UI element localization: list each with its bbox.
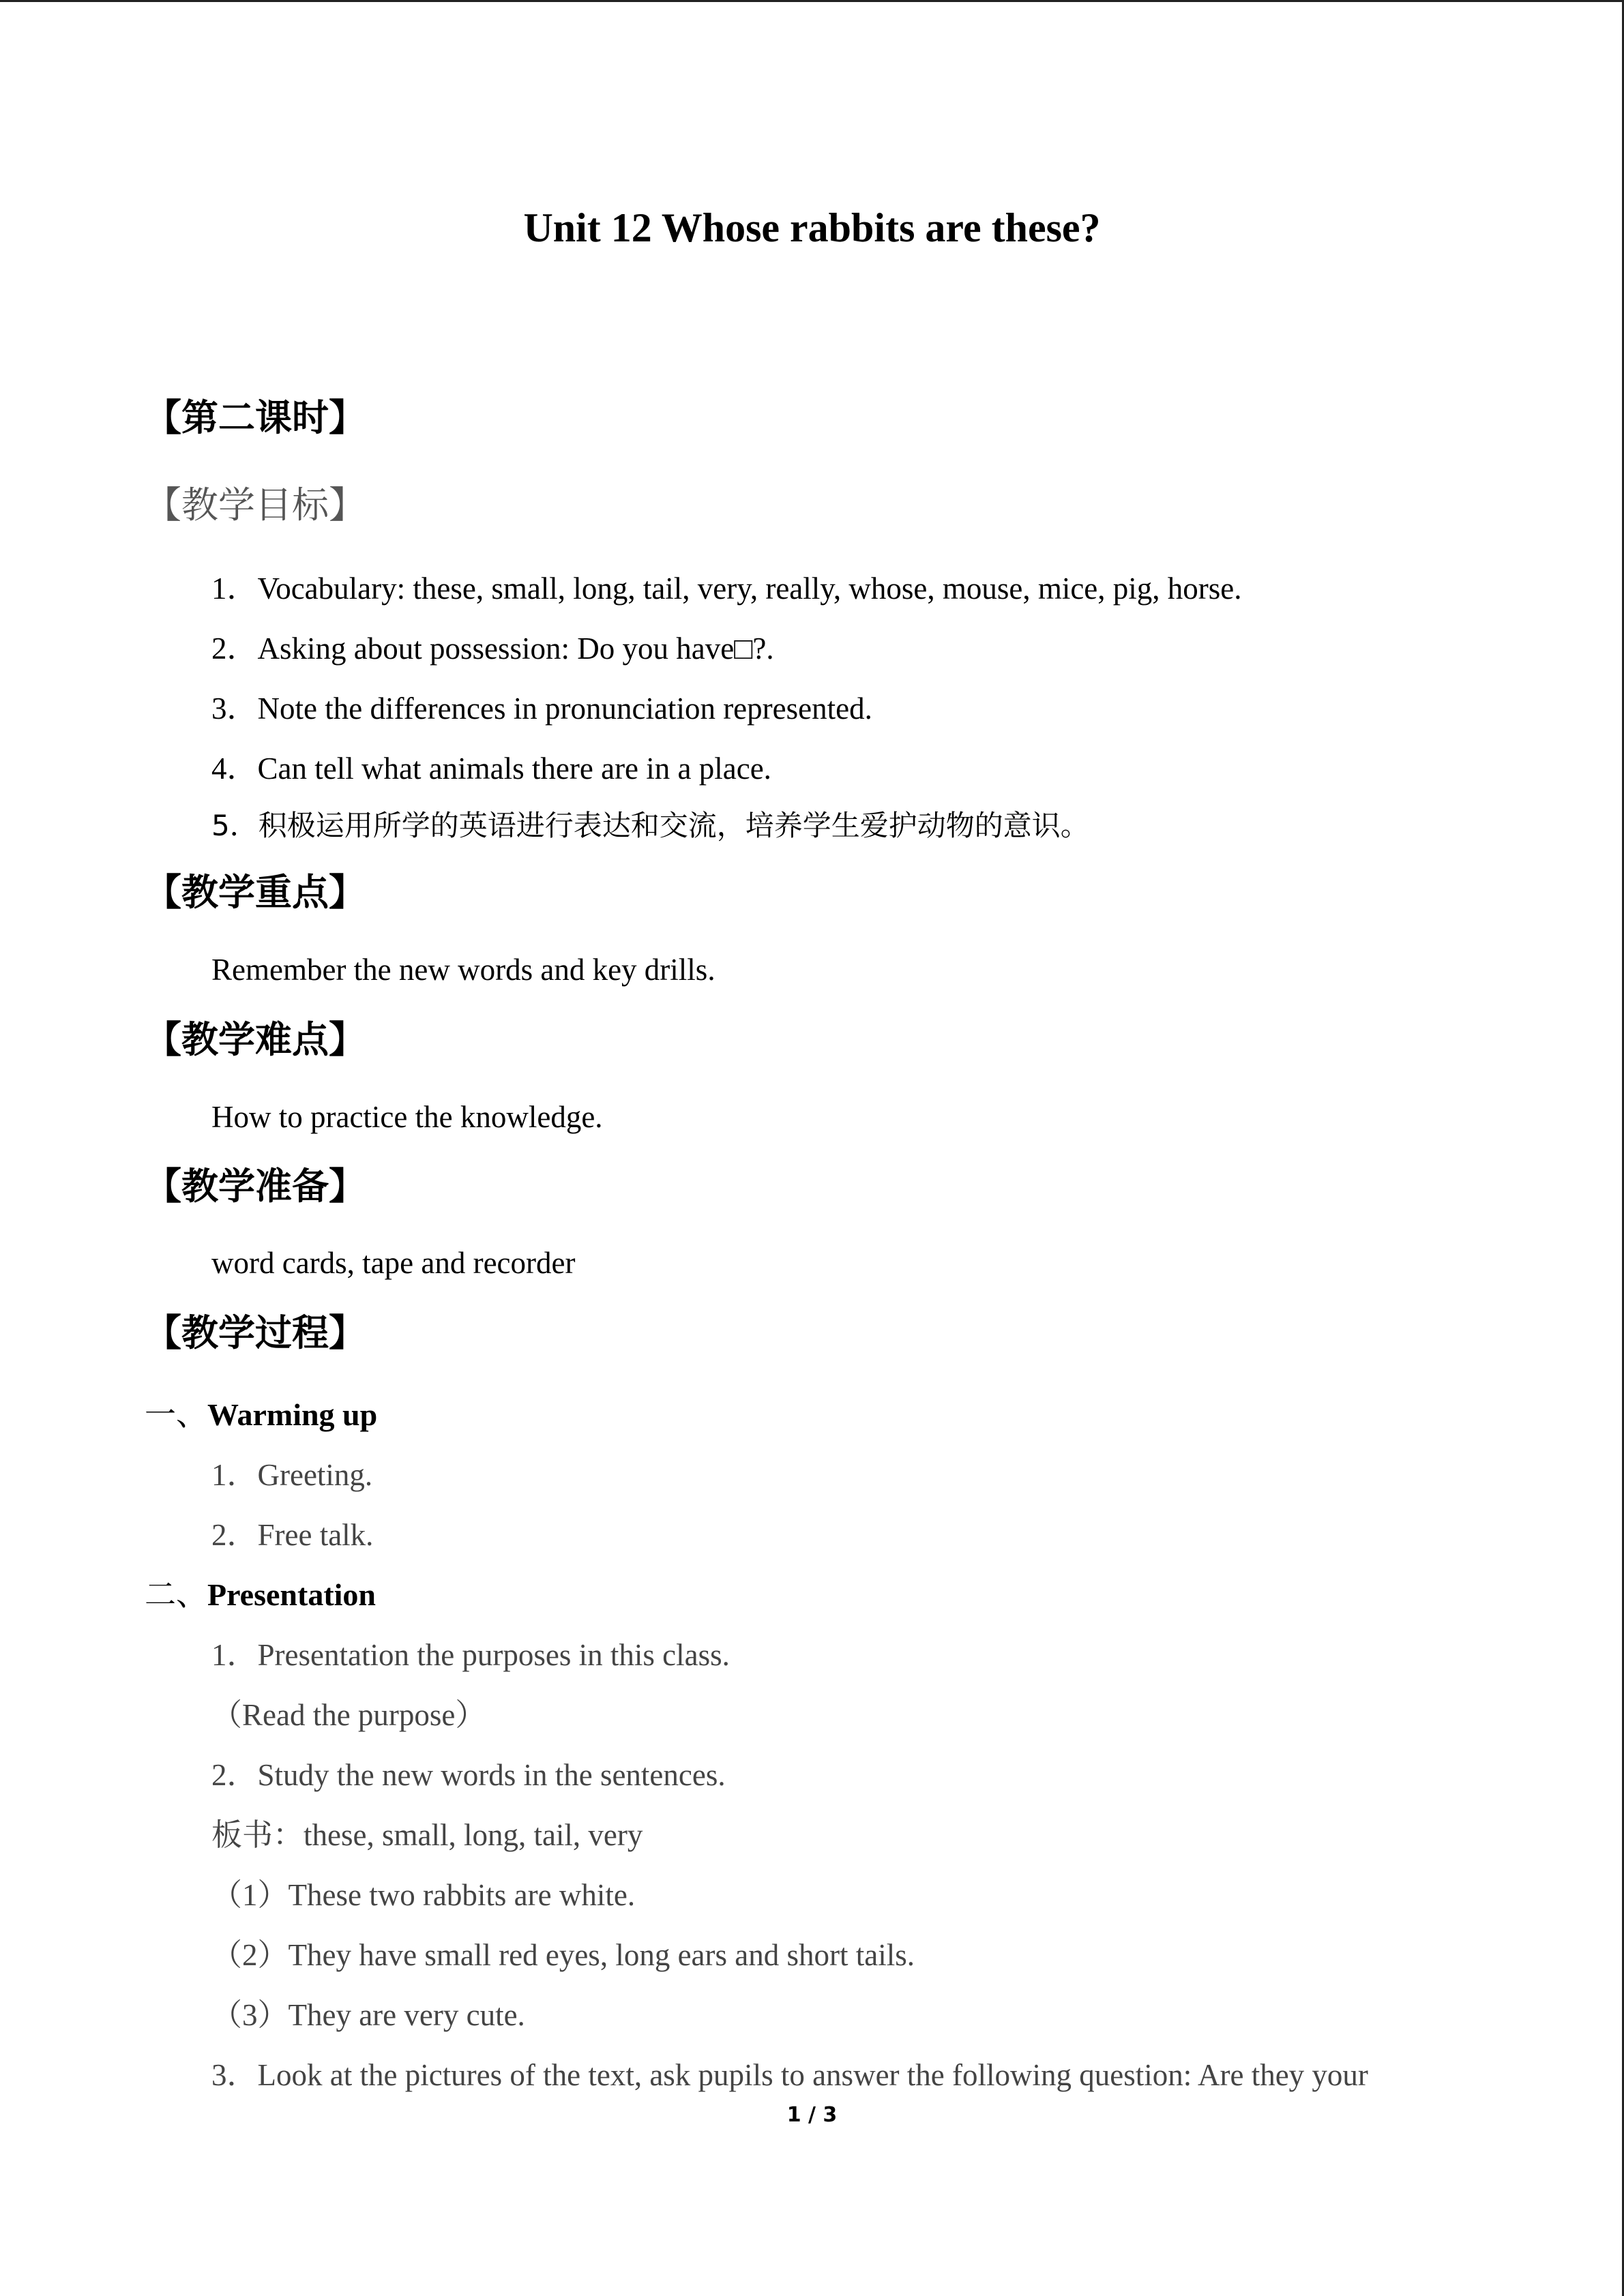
page-number: 1 / 3	[786, 2103, 838, 2127]
objective-item-1: 1．Vocabulary: these, small, long, tail, very, really, whose, mouse, mice, pig, horse.	[211, 571, 1242, 606]
objective-item-4: 4．Can tell what animals there are in a place.	[211, 751, 771, 786]
presentation-line-3: 2．Study the new words in the sentences.	[211, 1758, 726, 1792]
heading-preparation: 【教学准备】	[145, 1165, 366, 1208]
document-title: Unit 12 Whose rabbits are these?	[523, 205, 1101, 250]
presentation-line-5: （1）These two rabbits are white.	[211, 1878, 636, 1912]
presentation-line-4: 板书：these, small, long, tail, very	[211, 1818, 643, 1852]
presentation-line-2: （Read the purpose）	[211, 1698, 486, 1732]
heading-key-points: 【教学重点】	[145, 871, 366, 914]
objective-item-2: 2．Asking about possession: Do you have□?.	[211, 631, 774, 666]
heading-process: 【教学过程】	[145, 1311, 366, 1354]
warming-up-label: Warming up	[207, 1397, 378, 1432]
heading-objectives: 【教学目标】	[145, 483, 366, 526]
objective-item-3: 3．Note the differences in pronunciation represented.	[211, 691, 872, 726]
heading-difficulties: 【教学难点】	[145, 1018, 366, 1061]
heading-lesson: 【第二课时】	[145, 396, 366, 439]
preparation-text: word cards, tape and recorder	[211, 1246, 576, 1280]
warming-up-item-1: 1．Greeting.	[211, 1458, 373, 1492]
presentation-line-7: （3）They are very cute.	[211, 1998, 525, 2032]
warming-up-item-2: 2．Free talk.	[211, 1518, 374, 1552]
presentation-label: Presentation	[207, 1577, 377, 1612]
presentation-heading	[145, 1570, 376, 1615]
objective-item-5: 5．积极运用所学的英语进行表达和交流，培养学生爱护动物的意识。	[211, 809, 1089, 842]
presentation-line-6: （2）They have small red eyes, long ears and short tails.	[211, 1938, 915, 1972]
warming-up-prefix: 一、	[145, 1397, 207, 1432]
difficulties-text: How to practice the knowledge.	[211, 1100, 603, 1134]
presentation-line-8: 3．Look at the pictures of the text, ask pupils to answer the following question: Are they your	[211, 2058, 1368, 2092]
key-points-text: Remember the new words and key drills.	[211, 953, 715, 987]
warming-up-heading	[145, 1390, 377, 1435]
presentation-line-1: 1．Presentation the purposes in this class.	[211, 1638, 730, 1672]
presentation-prefix: 二、	[145, 1577, 207, 1612]
